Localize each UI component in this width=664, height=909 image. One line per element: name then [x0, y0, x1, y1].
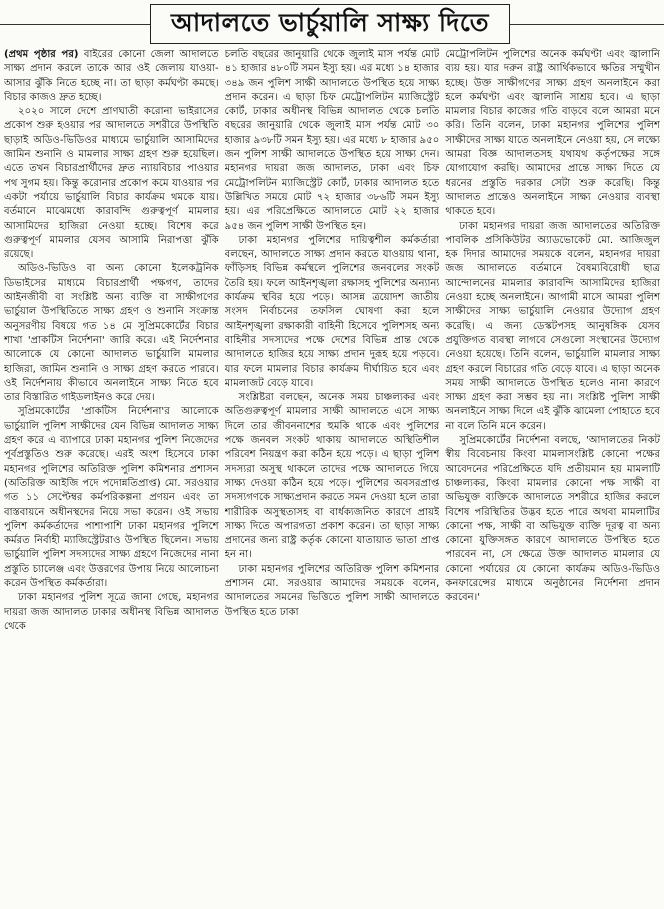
paragraph: মেট্রোপলিটন পুলিশের অনেক কর্মঘণ্টা এবং জ্বালানি ব্যয় হয়। যার দরুন রাষ্ট্র আর্থিকভাবে ক্ষতির সম্মুখীন হচ্ছে। উক্ত সাক্ষীগণের সাক্ষ্য গ্রহণ অনলাইনে করা হলে কর্মঘণ্টা এবং জ্বালানি সাশ্রয় হবে। এ ছাড়া মামলার বিচার কাজের গতি বাড়বে বলে আমরা মনে করি। তিনি বলেন, ঢাকা মহানগর পুলিশের পুলিশ সাক্ষীদের সাক্ষ্য যাতে অনলাইনে নেওয়া হয়, সে লক্ষ্যে আমরা বিজ্ঞ আদালতসহ যথাযথ কর্তৃপক্ষের সঙ্গে যোগাযোগ করছি। আমাদের প্রান্তে সাক্ষ্য দিতে যে ধরনের প্রস্তুতি দরকার সেটা শুরু করেছি। কিন্তু আদালত প্রান্তেও অনলাইনে সাক্ষ্য নেওয়ার ব্যবস্থা থাকতে হবে।: [445, 49, 661, 218]
article-column-3: [445, 48, 660, 908]
continued-from-tag: (প্রথম পৃষ্ঠার পর): [4, 49, 79, 60]
paragraph: অডিও-ভিডিও বা অন্য কোনো ইলেকট্রনিক ডিভাইসের মাধ্যমে বিচারপ্রার্থী পক্ষগণ, তাদের আইনজীবী বা সংশ্লিষ্ট অন্য ব্যক্তি বা সাক্ষীগণের ভার্চুয়াল উপস্থিতিতে সাক্ষ্য গ্রহণ ও শুনানি সংক্রান্ত অনুসরণীয় বিষয়ে গত ১৪ মে সুপ্রিমকোর্টের বিচার শাখা 'প্রাকটিস নির্দেশনা' জারি করে। এই নির্দেশনার আলোকে যে কোনো আদালত ভার্চুয়ালি মামলার হাজিরা, জামিন শুনানি ও সাক্ষ্য গ্রহণ করতে পারবে। ওই নির্দেশনায় কীভাবে অনলাইনে সাক্ষ্য নিতে হবে তার বিস্তারিত গাইডলাইনও করে দেয়।: [4, 263, 219, 404]
article-column-2: [225, 48, 440, 908]
paragraph-text: বাইরের কোনো জেলা আদালতে সাক্ষ্য প্রদান করলে তাকে আর ওই জেলায় যাওয়া-আসার ঝুঁকি নিতে হচ্ছে না। তা ছাড়া কর্মঘণ্টা কমছে। বিচার কাজও দ্রুত হচ্ছে।: [4, 49, 219, 103]
paragraph: ঢাকা মহানগর দায়রা জজ আদালতের অতিরিক্ত পাবলিক প্রসিকিউটর অ্যাডভোকেট মো. আজিজুল হক দিদার আমাদের সময়কে বলেন, মহানগর দায়রা জজ আদালতে বর্তমানে বৈষম্যবিরোধী ছাত্র আন্দোলনের মামলার কারাবন্দি আসামিদের হাজিরা নেওয়া হচ্ছে অনলাইনে। আগামী মাসে আমরা পুলিশ সাক্ষীদের সাক্ষ্য ভার্চুয়ালি নেওয়ার উদ্যোগ গ্রহণ করেছি। এ জন্য ডেস্কটপসহ আনুষঙ্গিক যেসব প্রযুক্তিগত ব্যবস্থা লাগবে সেগুলো সংস্থানের উদ্যোগ নেওয়া হয়েছে। তিনি বলেন, ভার্চুয়ালি মামলার সাক্ষ্য গ্রহণ করলে বিচারের গতি বেড়ে যাবে। এ ছাড়া অনেক সময় সাক্ষী আদালতে উপস্থিত হলেও নানা কারণে সাক্ষ্য গ্রহণ করা সম্ভব হয় না। সংশ্লিষ্ট পুলিশ সাক্ষী অনলাইনে সাক্ষ্য দিলে এই ঝুঁকি ঝামেলা পোহাতে হবে না বলে তিনি মনে করেন।: [445, 220, 661, 432]
paragraph: ঢাকা মহানগর পুলিশ সূত্রে জানা গেছে, মহানগর দায়রা জজ আদালত ঢাকার অধীনস্থ বিভিন্ন আদালত থেকে: [4, 592, 219, 632]
paragraph: সুপ্রিমকোর্টের 'প্রাকটিস নির্দেশনা'র আলোকে ভার্চুয়ালি পুলিশ সাক্ষীদের যেন বিভিন্ন আদালত সাক্ষ্য গ্রহণ করে এ ব্যাপারে ঢাকা মহানগর পুলিশ নিজেদের পূর্বপ্রস্তুতিও শুরু করেছে। এরই অংশ হিসেবে ঢাকা মহানগর পুলিশের অতিরিক্ত পুলিশ কমিশনার প্রশাসন (অতিরিক্ত আইজি পদে পদোন্নতিপ্রাপ্ত) মো. সরওয়ার গত ১১ সেপ্টেম্বর কর্মপরিকল্পনা প্রণয়ন এবং তা বাস্তবায়নে অধীনস্থদের নিয়ে সভা করেন। ওই সভায় পুলিশ কর্মকর্তাদের পাশাপাশি ঢাকা মহানগর পুলিশে কর্মরত নির্বাহী ম্যাজিস্ট্রেটরাও উপস্থিত ছিলেন। সভায় ভার্চুয়ালি পুলিশ সদস্যদের সাক্ষ্য গ্রহণে নিজেদের নানা প্রস্তুতি চ্যালেঞ্জ এবং উত্তরণের উপায় নিয়ে আলোচনা করেন উপস্থিত কর্মকর্তারা।: [4, 406, 219, 589]
paragraph: ঢাকা মহানগর পুলিশের অতিরিক্ত পুলিশ কমিশনার প্রশাসন মো. সরওয়ার আমাদের সময়কে বলেন, আদালতের সমনের ভিত্তিতে পুলিশ সাক্ষী আদালতে উপস্থিত হতে ঢাকা: [224, 563, 440, 618]
article-body: [4, 48, 660, 908]
paragraph: [4, 48, 219, 105]
article-headline: আদালতে ভার্চুয়ালি সাক্ষ্য দিতে: [150, 4, 510, 44]
paragraph: সুপ্রিমকোর্টের নির্দেশনা বলছে, 'আদালতের নিকট স্বীয় বিবেচনায় কিংবা মামলাসংশ্লিষ্ট কোনো পক্ষের আবেদনের পরিপ্রেক্ষিতে যদি প্রতীয়মান হয় মামলাটি চাঞ্চল্যকর, কিংবা মামলার কোনো পক্ষ সাক্ষী বা অভিযুক্ত ব্যক্তিকে আদালতে সশরীরে হাজির করলে বিশেষ পরিস্থিতির উদ্ভব হতে পারে অথবা মামলাটির কোনো পক্ষ, সাক্ষী বা অভিযুক্ত ব্যক্তি দূরত্ব বা অন্য কোনো যুক্তিসঙ্গত কারণে আদালতে উপস্থিত হতে পারবেন না, সে ক্ষেত্রে উক্ত আদালত মামলার যে কোনো পর্যায়ের যে কোনো কার্যক্রম অডিও-ভিডিও কনফারেন্সের মাধ্যমে অনুষ্ঠানের নির্দেশনা প্রদান করবেন।': [445, 435, 661, 604]
article-column-1: [4, 48, 219, 908]
paragraph: ঢাকা মহানগর পুলিশের দায়িত্বশীল কর্মকর্তারা বলছেন, আদালতে সাক্ষ্য প্রদান করতে যাওয়ায় থানা, ফাঁড়িসহ বিভিন্ন কর্মস্থলে পুলিশের জনবলের সংকট তৈরি হয়। ফলে আইনশৃঙ্খলা রক্ষাসহ পুলিশের অন্যান্য কার্যক্রম স্থবির হয়ে পড়ে। আসন্ন ত্রয়োদশ জাতীয় সংসদ নির্বাচনের তফসিল ঘোষণা করা হলে আইনশৃঙ্খলা রক্ষাকারী বাহিনী হিসেবে পুলিশসহ অন্য বাহিনীর সদস্যদের পক্ষে দেশের বিভিন্ন প্রান্ত থেকে আদালতে হাজির হয়ে সাক্ষ্য প্রদান দুরূহ হয়ে পড়বে। যার ফলে মামলার বিচার কার্যক্রম দীর্ঘায়িত হবে এবং মামলাজট বেড়ে যাবে।: [224, 234, 440, 389]
paragraph: চলতি বছরের জানুয়ারি থেকে জুলাই মাস পর্যন্ত মোট ৪১ হাজার ৪৮০টি সমন ইস্যু হয়। এর মধ্যে ১৪ হাজার ৩৪৯ জন পুলিশ সাক্ষী আদালতে উপস্থিত হয়ে সাক্ষ্য প্রদান করেন। এ ছাড়া চিফ মেট্রোপলিটন ম্যাজিস্ট্রেট কোর্ট, ঢাকার অধীনস্থ বিভিন্ন আদালত থেকে চলতি বছরের জানুয়ারি থেকে জুলাই মাস পর্যন্ত মোট ৩০ হাজার ৯৩৮টি সমন ইস্যু হয়। এর মধ্যে ৮ হাজার ৯৫০ জন পুলিশ সাক্ষী আদালতে উপস্থিত হয়ে সাক্ষ্য দেন। মহানগর দায়রা জজ আদালত, ঢাকা এবং চিফ মেট্রোপলিটন ম্যাজিস্ট্রেট কোর্ট, ঢাকার আদালত হতে উল্লিখিত সময়ে মোট ৭২ হাজার ৩৮৬টি সমন ইস্যু হয়। এর পরিপ্রেক্ষিতে আদালতে মোট ২২ হাজার ৯৫৪ জন পুলিশ সাক্ষী উপস্থিত হন।: [224, 49, 440, 232]
paragraph: ২০২০ সালে দেশে প্রাণঘাতী করোনা ভাইরাসের প্রকোপ শুরু হওয়ার পর আদালতে সশরীরে উপস্থিতি ছাড়াই অডিও-ভিডিওর মাধ্যমে ভার্চুয়ালি আসামিদের জামিন শুনানি ও মামলার সাক্ষ্য গ্রহণ শুরু হয়েছিল। এতে তখন বিচারপ্রার্থীদের দ্রুত ন্যায়বিচার পাওয়ার পথ সুগম হয়। কিন্তু করোনার প্রকোপ কমে যাওয়ার পর একটা পর্যায়ে ভার্চুয়ালি বিচার কার্যক্রম থমকে যায়। বর্তমানে মাঝেমধ্যে কারাবন্দি গুরুত্বপূর্ণ মামলার আসামিদের হাজিরা নেওয়া হচ্ছে। বিশেষ করে গুরুত্বপূর্ণ মামলার যেসব আসামি নিরাপত্তা ঝুঁকি রয়েছে।: [4, 106, 219, 261]
paragraph: সংশ্লিষ্টরা বলছেন, অনেক সময় চাঞ্চল্যকর এবং অতিগুরুত্বপূর্ণ মামলার সাক্ষী আদালতে এসে সাক্ষ্য দিলে তার জীবননাশের হুমকি থাকে এবং পুলিশের পক্ষে জনবল সংকট থাকায় আদালতে অস্থিতিশীল পরিবেশ নিয়ন্ত্রণ করা কঠিন হয়ে পড়ে। এ ছাড়া পুলিশ সদস্যরা অসুস্থ থাকলে তাদের পক্ষে আদালতে গিয়ে সাক্ষ্য দেওয়া কঠিন হয়ে পড়ে। পুলিশের অবসরপ্রাপ্ত সদস্যগণকে সাক্ষ্যপ্রদান করতে সমন দেওয়া হলে তারা শারীরিক অসুস্থতাসহ বা বার্ধক্যজনিত কারণে প্রায়ই সাক্ষ্য দিতে অপারগতা প্রকাশ করেন। তা ছাড়া সাক্ষ্য প্রদানের জন্য রাষ্ট্র কর্তৃক কোনো যাতায়াত ভাতা প্রাপ্ত হন না।: [224, 392, 440, 561]
